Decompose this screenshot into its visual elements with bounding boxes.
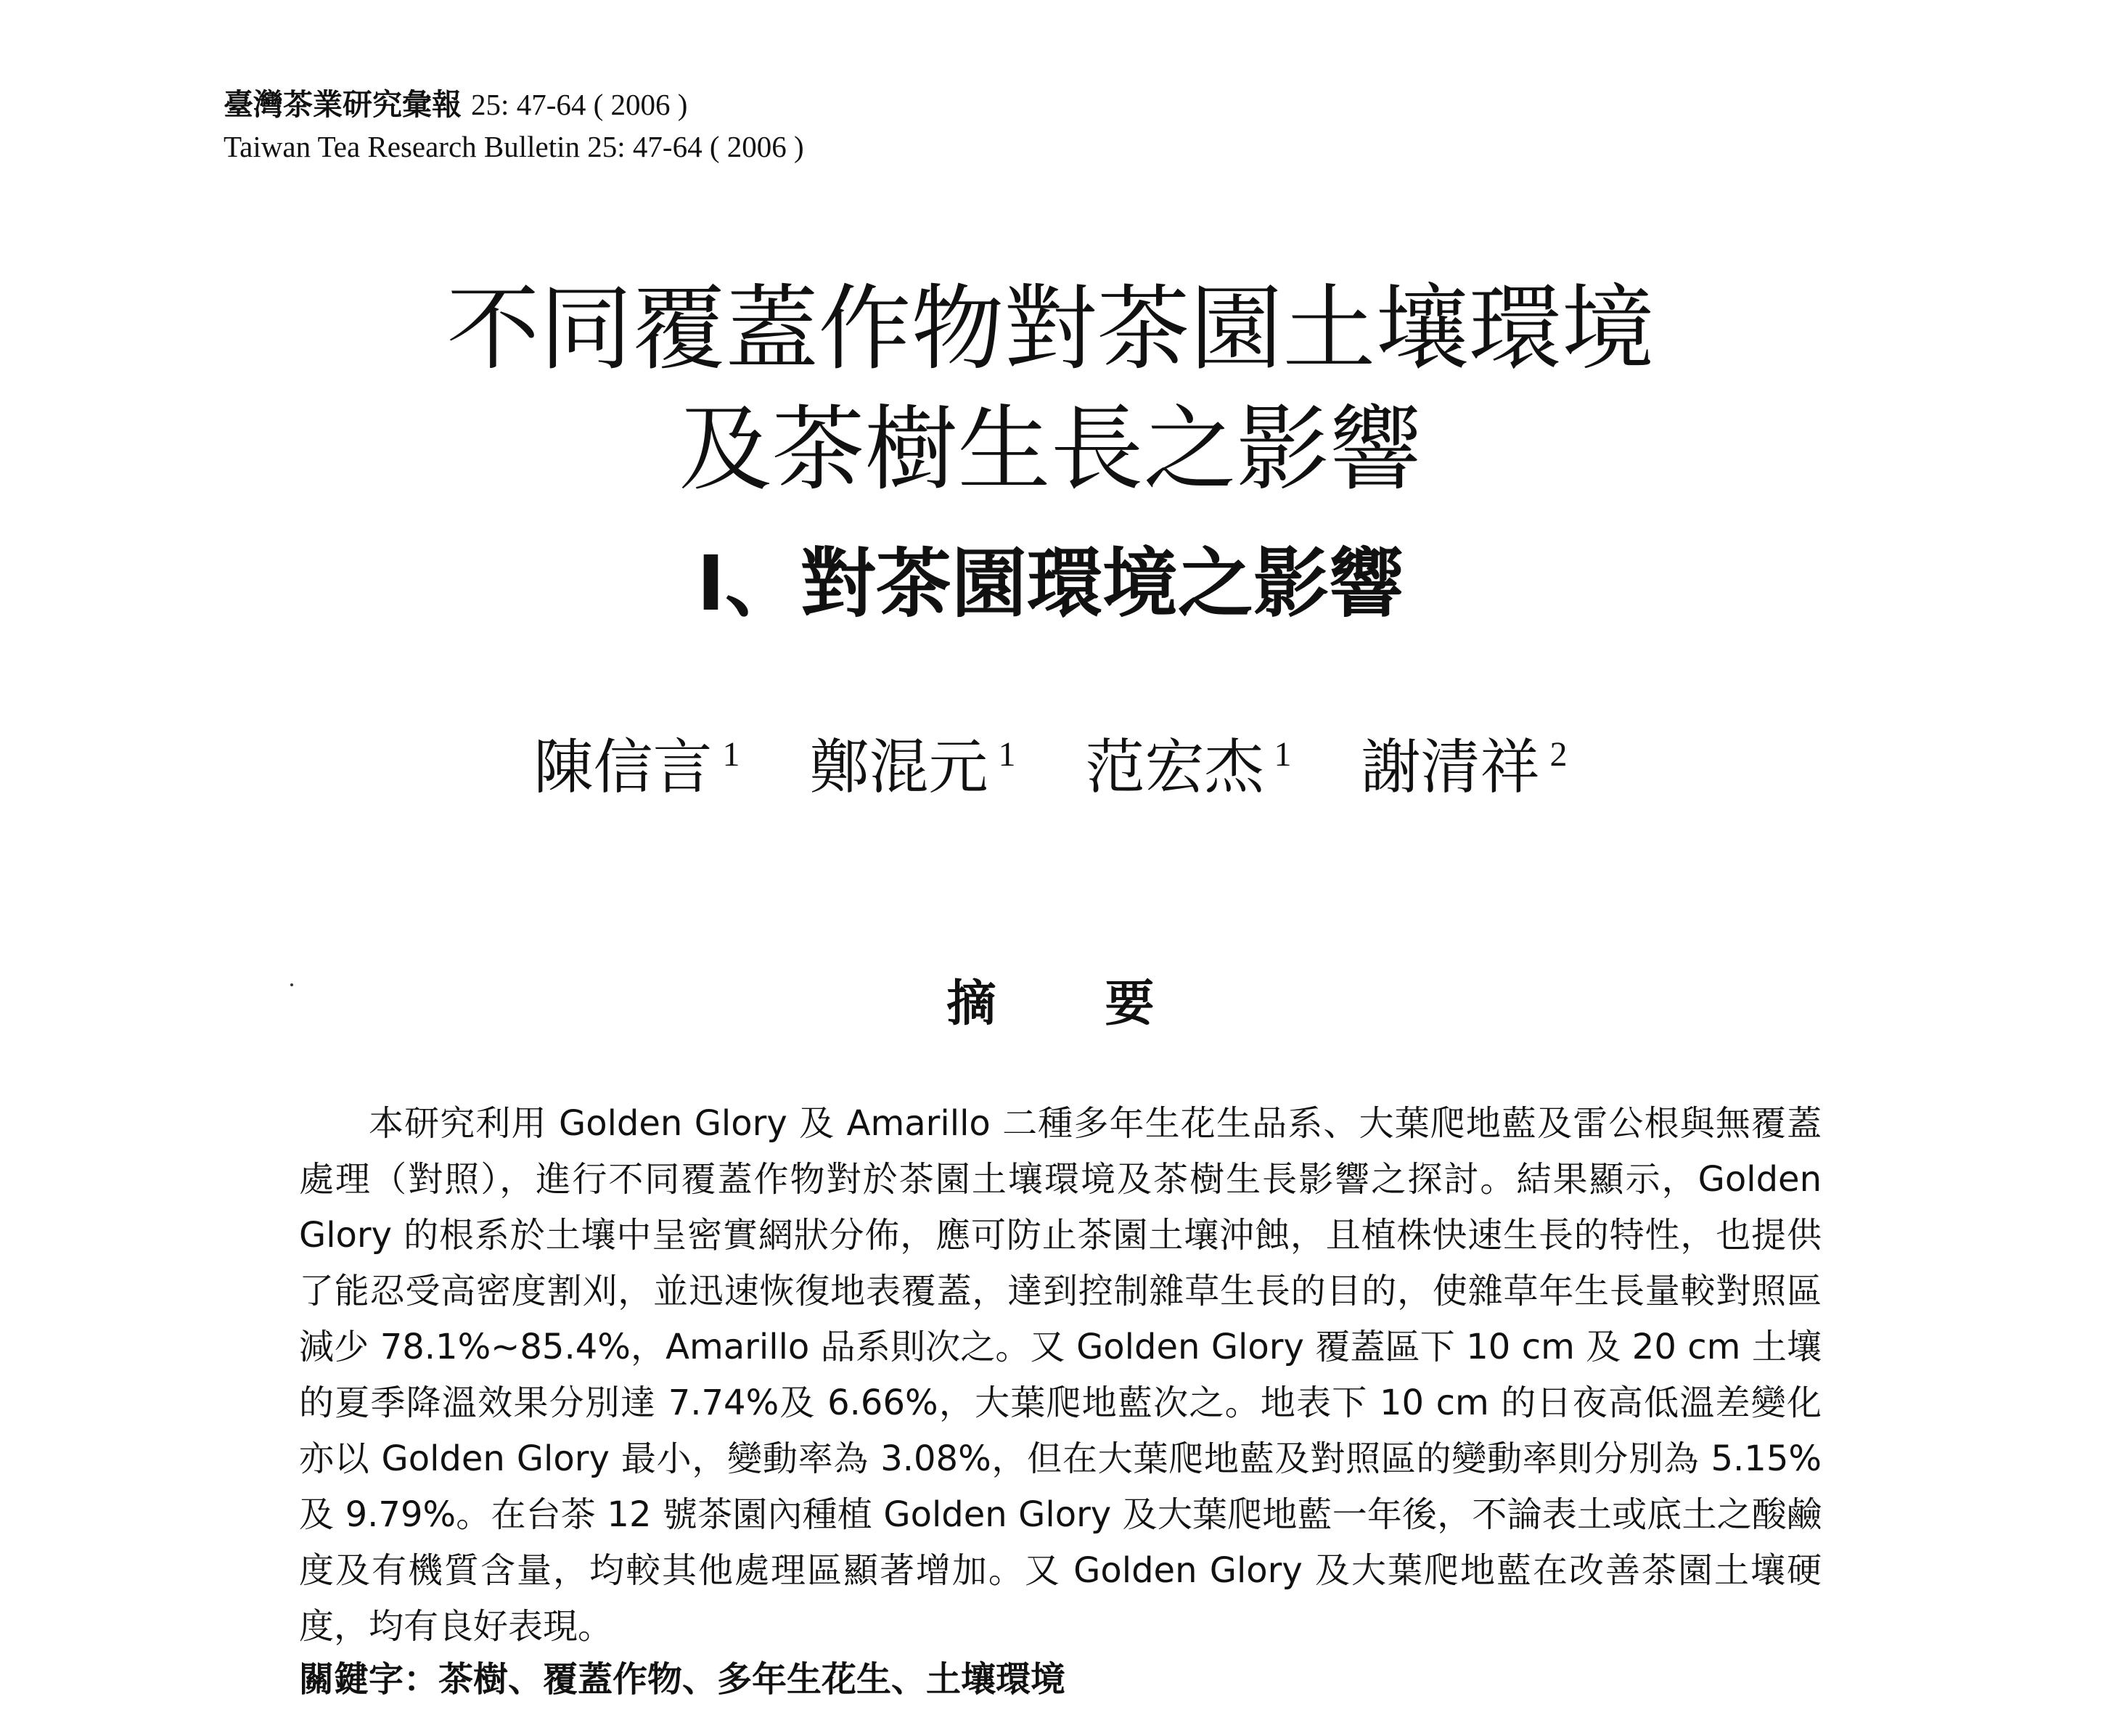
author-name: 陳信言 — [533, 733, 713, 802]
author — [533, 733, 740, 802]
journal-citation-zh: 25: 47-64 ( 2006 ) — [471, 88, 688, 121]
author-affiliation: 1 — [998, 735, 1016, 774]
abstract-body: 本研究利用 Golden Glory 及 Amarillo 二種多年生花生品系、大葉爬地藍及雷公根與無覆蓋處理（對照），進行不同覆蓋作物對於茶園土壤環境及茶樹生長影響之探討。結果顯示，Golden Glory 的根系於土壤中呈密實網狀分佈，應可防止茶園土壤沖蝕，且植株快速生長的特性，也提供了能忍受高密度割刈，並迅速恢復地表覆蓋，達到控制雜草生長的目的，使雜草年生長量較對照區減少 78.1%~85.4%，Amarillo 品系則次之。又 Golden Glory 覆蓋區下 10 cm 及 20 cm 土壤的夏季降溫效果分別達 7.74%及 6.66%，大葉爬地藍次之。地表下 10 cm 的日夜高低溫差變化亦以 Golden Glory 最小，變動率為 3.08%，但在大葉爬地藍及對照區的變動率則分別為 5.15%及 9.79%。在台茶 12 號茶園內種植 Golden Glory 及大葉爬地藍一年後，不論表土或底土之酸鹼度及有機質含量，均較其他處理區顯著增加。又 Golden Glory 及大葉爬地藍在改善茶園土壤硬度，均有良好表現。 — [299, 1103, 1822, 1647]
author-affiliation: 1 — [1274, 735, 1292, 774]
journal-name-zh: 臺灣茶業研究彙報 — [224, 87, 462, 122]
author-affiliation: 1 — [722, 735, 740, 774]
author-name: 范宏杰 — [1085, 733, 1264, 802]
journal-header-en: Taiwan Tea Research Bulletin 25: 47-64 ( 2006 ) — [224, 130, 804, 163]
abstract-heading: 摘要 — [946, 975, 1264, 1033]
author — [1085, 733, 1292, 802]
author-list — [0, 733, 2101, 802]
title-line-2: 及茶樹生長之影響 — [679, 396, 1422, 504]
journal-header-zh — [224, 87, 688, 122]
subtitle: I、對茶園環境之影響 — [697, 539, 1404, 628]
author — [809, 733, 1016, 802]
author-name: 鄭混元 — [809, 733, 988, 802]
title-line-1: 不同覆蓋作物對茶園土壤環境 — [446, 275, 1655, 383]
author — [1361, 733, 1568, 802]
author-name: 謝清祥 — [1361, 733, 1540, 802]
author-affiliation: 2 — [1549, 735, 1568, 774]
keywords: 關鍵字：茶樹、覆蓋作物、多年生花生、土壤環境 — [299, 1659, 1066, 1700]
